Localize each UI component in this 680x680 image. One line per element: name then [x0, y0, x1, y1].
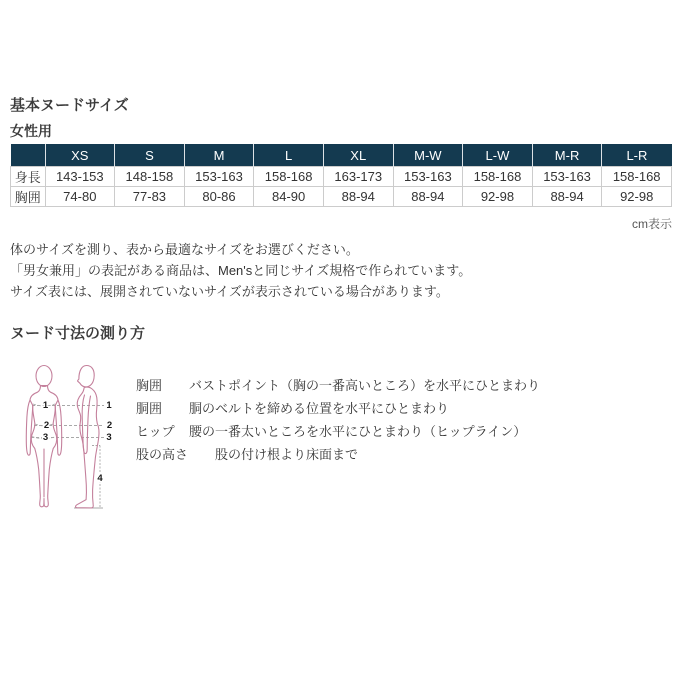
- size-column-header: L-W: [463, 144, 533, 167]
- marker-4-crotch-height: 4: [97, 473, 103, 484]
- size-table: [10, 144, 672, 207]
- size-column-header: M: [184, 144, 254, 167]
- body-silhouette-figure: [18, 357, 124, 513]
- measurement-description: 股の付け根より床面まで: [215, 447, 359, 462]
- measurement-row: [136, 374, 540, 397]
- measurement-row: [136, 443, 540, 466]
- measurement-label: 股の高さ: [136, 447, 189, 462]
- size-cell: 158-168: [254, 167, 324, 187]
- note-line: サイズ表には、展開されていないサイズが表示されている場合があります。: [10, 284, 449, 299]
- size-row-label: 身長: [11, 167, 46, 187]
- figure-markers: [43, 400, 113, 484]
- size-cell: 158-168: [602, 167, 672, 187]
- measurement-row: [136, 420, 540, 443]
- size-cell: 153-163: [393, 167, 463, 187]
- side-arm-outline: [82, 395, 90, 454]
- size-column-header: S: [115, 144, 185, 167]
- size-cell: 92-98: [463, 187, 533, 207]
- size-cell: 74-80: [45, 187, 115, 207]
- size-column-header: L-R: [602, 144, 672, 167]
- size-cell: 84-90: [254, 187, 324, 207]
- note-line: 「男女兼用」の表記がある商品は、Men'sと同じサイズ規格で作られています。: [10, 263, 472, 278]
- size-table-row: [11, 187, 672, 207]
- measurement-description: 胴のベルトを締める位置を水平にひとまわり: [189, 401, 450, 416]
- size-cell: 158-168: [463, 167, 533, 187]
- marker-1-side: 1: [106, 400, 112, 411]
- size-column-header: XL: [323, 144, 393, 167]
- measurement-description: バストポイント（胸の一番高いところ）を水平にひとまわり: [189, 378, 541, 393]
- note-line: 体のサイズを測り、表から最適なサイズをお選びください。: [10, 242, 359, 257]
- notes-block: [10, 239, 471, 302]
- measurement-figure: [18, 357, 124, 513]
- size-table-head: [11, 144, 672, 167]
- section-title: ヌード寸法の測り方: [10, 325, 146, 342]
- measurement-row: [136, 397, 540, 420]
- marker-2-side: 2: [106, 420, 113, 431]
- size-cell: 77-83: [115, 187, 185, 207]
- size-column-header: L: [254, 144, 324, 167]
- front-left-arm-outline: [26, 400, 33, 455]
- size-cell: 153-163: [184, 167, 254, 187]
- size-column-header: M-W: [393, 144, 463, 167]
- measurement-label: 胴囲: [136, 401, 163, 416]
- measurement-label: ヒップ: [136, 424, 175, 439]
- side-head-outline: [78, 366, 95, 387]
- size-table-corner-cell: [11, 144, 46, 167]
- marker-1-front: 1: [42, 400, 49, 411]
- size-cell: 88-94: [393, 187, 463, 207]
- size-column-header: M-R: [532, 144, 602, 167]
- measurement-list: [136, 374, 540, 466]
- front-right-arm-outline: [55, 400, 62, 455]
- size-cell: 88-94: [323, 187, 393, 207]
- marker-3-side: 3: [106, 432, 112, 443]
- size-table-header-row: [11, 144, 672, 167]
- gender-subtitle: 女性用: [10, 123, 52, 139]
- measurement-label: 胸囲: [136, 378, 163, 393]
- size-cell: 143-153: [45, 167, 115, 187]
- measurement-description: 腰の一番太いところを水平にひとまわり（ヒップライン）: [189, 424, 527, 439]
- size-cell: 80-86: [184, 187, 254, 207]
- size-cell: 92-98: [602, 187, 672, 207]
- size-column-header: XS: [45, 144, 115, 167]
- marker-2-front: 2: [43, 420, 50, 431]
- page-title: 基本ヌードサイズ: [10, 97, 129, 114]
- size-table-row: [11, 167, 672, 187]
- size-cell: 163-173: [323, 167, 393, 187]
- size-row-label: 胸囲: [11, 187, 46, 207]
- size-cell: 88-94: [532, 187, 602, 207]
- size-table-body: [11, 167, 672, 207]
- size-cell: 153-163: [532, 167, 602, 187]
- body-silhouettes: [26, 366, 99, 508]
- front-head-outline: [36, 366, 52, 387]
- unit-note: cm表示: [632, 217, 672, 231]
- marker-3-front: 3: [42, 432, 49, 443]
- size-cell: 148-158: [115, 167, 185, 187]
